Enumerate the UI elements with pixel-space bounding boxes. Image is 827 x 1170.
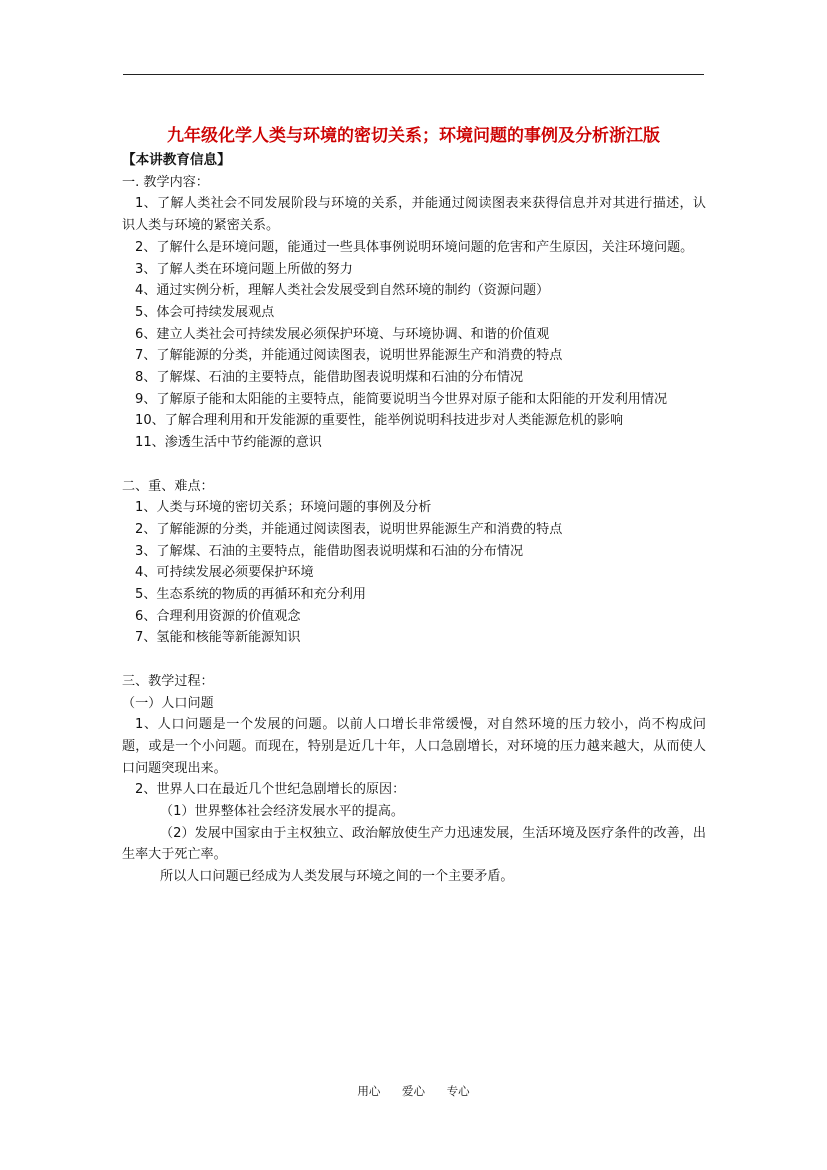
section-3-heading: 三、教学过程： — [122, 673, 214, 689]
section-1-item: 10、了解合理利用和开发能源的重要性，能举例说明科技进步对人类能源危机的影响 — [135, 413, 624, 429]
section-3-paragraph: 1、人口问题是一个发展的问题。以前人口增长非常缓慢，对自然环境的压力较小，尚不构成问题，或是一个小问题。而现在，特别是近几十年，人口急剧增长，对环境的压力越来越大，从而使人口问题突现出来。 — [122, 717, 706, 776]
section-2-item: 2、了解能源的分类，并能通过阅读图表，说明世界能源生产和消费的特点 — [135, 521, 563, 537]
section-1-heading: 一. 教学内容： — [122, 174, 209, 190]
section-2-item: 7、氢能和核能等新能源知识 — [135, 630, 301, 646]
document-body — [122, 150, 706, 888]
section-1-item: 7、了解能源的分类，并能通过阅读图表，说明世界能源生产和消费的特点 — [135, 348, 563, 364]
section-2-item: 3、了解煤、石油的主要特点，能借助图表说明煤和石油的分布情况 — [135, 543, 524, 559]
section-2-item: 6、合理利用资源的价值观念 — [135, 608, 301, 624]
section-2-item: 1、人类与环境的密切关系；环境问题的事例及分析 — [135, 500, 432, 516]
section-3-paragraph: 2、世界人口在最近几个世纪急剧增长的原因： — [135, 782, 406, 798]
document-title: 九年级化学人类与环境的密切关系；环境问题的事例及分析浙江版 — [167, 126, 660, 146]
page-footer: 用心 爱心 专心 — [357, 1084, 470, 1098]
info-heading: 【本讲教育信息】 — [122, 152, 231, 168]
section-1-item: 11、渗透生活中节约能源的意识 — [135, 435, 322, 451]
section-1-item: 5、体会可持续发展观点 — [135, 304, 275, 320]
section-3-subheading: （一）人口问题 — [122, 695, 214, 711]
section-3-paragraph: 所以人口问题已经成为人类发展与环境之间的一个主要矛盾。 — [160, 869, 514, 885]
section-1-item: 6、建立人类社会可持续发展必须保护环境、与环境协调、和谐的价值观 — [135, 326, 550, 342]
section-3-paragraph: （1）世界整体社会经济发展水平的提高。 — [160, 804, 405, 820]
spacer — [122, 649, 706, 671]
section-2-item: 4、可持续发展必须要保护环境 — [135, 565, 314, 581]
header-rule — [123, 74, 704, 75]
spacer — [122, 454, 706, 476]
section-1-item: 9、了解原子能和太阳能的主要特点，能简要说明当今世界对原子能和太阳能的开发利用情况 — [135, 391, 668, 407]
section-3-paragraph: （2）发展中国家由于主权独立、政治解放使生产力迅速发展，生活环境及医疗条件的改善，出生率大于死亡率。 — [122, 825, 706, 863]
section-1-item: 4、通过实例分析，理解人类社会发展受到自然环境的制约（资源问题） — [135, 283, 550, 299]
section-2-heading: 二、重、难点： — [122, 478, 214, 494]
section-1-item: 2、了解什么是环境问题，能通过一些具体事例说明环境问题的危害和产生原因，关注环境问题。 — [135, 239, 694, 255]
section-1-item: 3、了解人类在环境问题上所做的努力 — [135, 261, 353, 277]
section-2-item: 5、生态系统的物质的再循环和充分利用 — [135, 587, 366, 603]
section-1-item: 1、了解人类社会不同发展阶段与环境的关系，并能通过阅读图表来获得信息并对其进行描述，认识人类与环境的紧密关系。 — [122, 196, 706, 234]
section-1-item: 8、了解煤、石油的主要特点，能借助图表说明煤和石油的分布情况 — [135, 370, 524, 386]
